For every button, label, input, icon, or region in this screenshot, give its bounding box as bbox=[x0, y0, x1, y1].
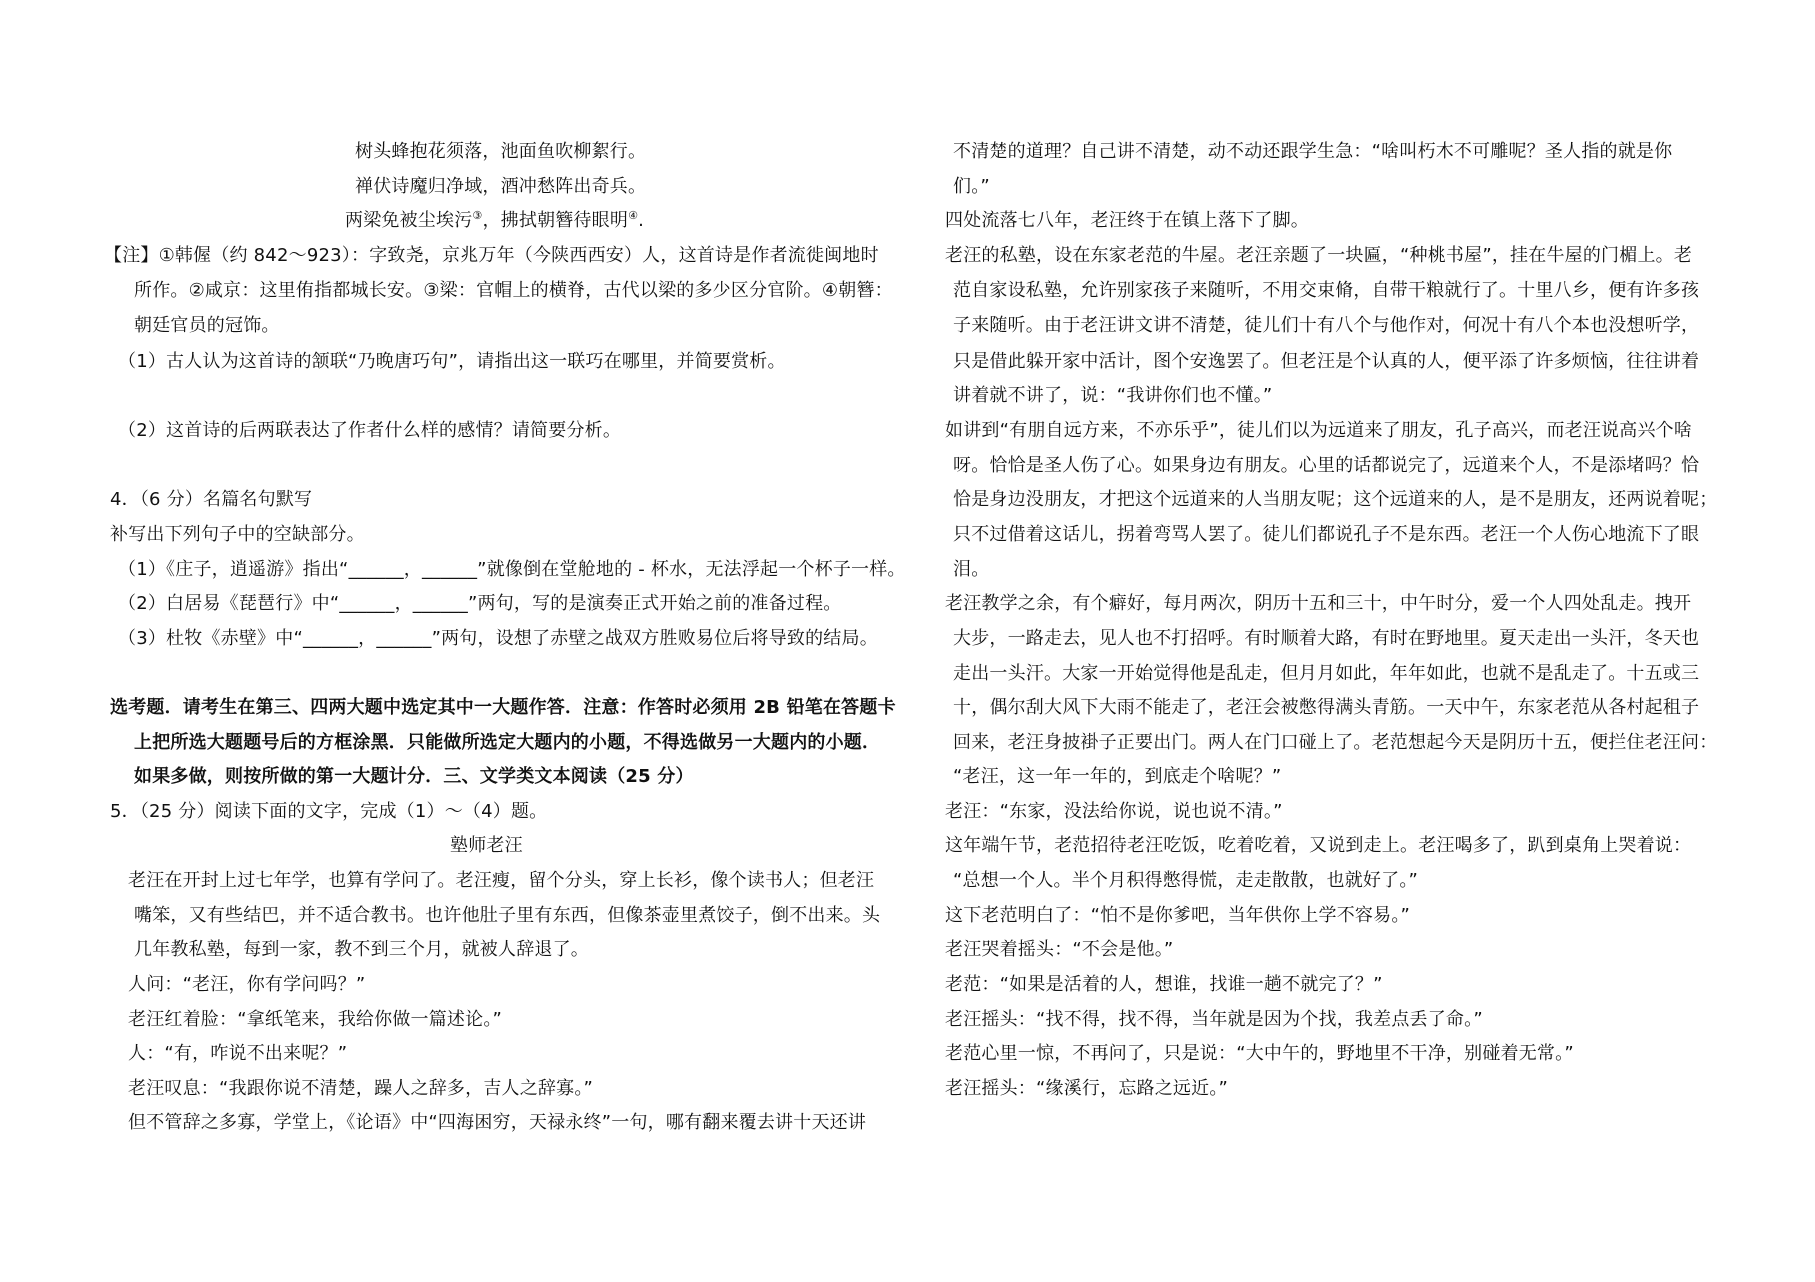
story-line: 如讲到“有朋自远方来，不亦乐乎”，徒儿们以为远道来了朋友，孔子高兴，而老汪说高兴个啥 bbox=[945, 420, 1693, 441]
story-line: “老汪，这一年一年的，到底走个啥呢？” bbox=[953, 766, 1282, 787]
poem-line-3-b: ，拂拭朝簪待眼明 bbox=[482, 210, 629, 231]
question-4-item-2: （2）白居易《琵琶行》中“______，______”两句，写的是演奏正式开始之前的准备过程。 bbox=[118, 593, 842, 614]
story-line: 老汪哭着摇头：“不会是他。” bbox=[945, 939, 1174, 960]
story-line: 老汪教学之余，有个癖好，每月两次，阴历十五和三十，中午时分，爱一个人四处乱走。拽开 bbox=[945, 593, 1692, 614]
story-line: 嘴笨，又有些结巴，并不适合教书。也许他肚子里有东西，但像茶壶里煮饺子，倒不出来。头 bbox=[134, 905, 881, 926]
story-line: 们。” bbox=[953, 176, 990, 197]
question-5-title: 5．（25 分）阅读下面的文字，完成（1）～（4）题。 bbox=[110, 801, 548, 822]
story-line: 老范：“如果是活着的人，想谁，找谁一趟不就完了？” bbox=[945, 974, 1383, 995]
story-line: 四处流落七八年，老汪终于在镇上落下了脚。 bbox=[945, 210, 1309, 231]
choice-instruction-1: 选考题．请考生在第三、四两大题中选定其中一大题作答．注意：作答时必须用 2B 铅笔在答题卡 bbox=[110, 697, 896, 718]
story-line: 老汪：“东家，没法给你说，说也说不清。” bbox=[945, 801, 1283, 822]
note-line-2: 所作。②咸京：这里侑指都城长安。③梁：官帽上的横脊，古代以梁的多少区分官阶。④朝簪： bbox=[134, 280, 893, 301]
story-line: 大步，一路走去，见人也不打招呼。有时顺着大路，有时在野地里。夏天走出一头汗，冬天也 bbox=[953, 628, 1700, 649]
choice-instruction-3: 如果多做，则按所做的第一大题计分．三、文学类文本阅读（25 分） bbox=[134, 766, 694, 787]
story-line: 老汪红着脸：“拿纸笔来，我给你做一篇述论。” bbox=[128, 1009, 503, 1030]
story-line: 老汪摇头：“找不得，找不得，当年就是因为个找，我差点丢了命。” bbox=[945, 1009, 1483, 1030]
poem-line-3-a: 两梁免被尘埃污 bbox=[345, 210, 473, 231]
story-line: 只是借此躲开家中活计，图个安逸罢了。但老汪是个认真的人，便平添了许多烦恼，往往讲着 bbox=[953, 351, 1700, 372]
story-title: 塾师老汪 bbox=[450, 835, 523, 856]
choice-instruction-2: 上把所选大题题号后的方框涂黑．只能做所选定大题内的小题，不得选做另一大题内的小题． bbox=[134, 732, 881, 753]
story-line: 只不过借着这话儿，拐着弯骂人罢了。徒儿们都说孔子不是东西。老汪一个人伤心地流下了眼 bbox=[953, 524, 1700, 545]
story-line: 范自家设私塾，允许别家孩子来随听，不用交束脩，自带干粮就行了。十里八乡，便有许多孩 bbox=[953, 280, 1700, 301]
question-4-item-1: （1）《庄子，逍遥游》指出“______，______”就像倒在堂舱地的 - 杯水，无法浮起一个杯子一样。 bbox=[118, 559, 906, 580]
story-line: 子来随听。由于老汪讲文讲不清楚，徒儿们十有八个与他作对，何况十有八个本也没想听学， bbox=[953, 315, 1700, 336]
poem-line-1: 树头蜂抱花须落，池面鱼吹柳絮行。 bbox=[355, 141, 647, 162]
story-line: 人：“有，咋说不出来呢？” bbox=[128, 1043, 348, 1064]
poem-end-dot: . bbox=[638, 210, 645, 231]
story-line: 这下老范明白了：“怕不是你爹吧，当年供你上学不容易。” bbox=[945, 905, 1411, 926]
story-line: 不清楚的道理？自己讲不清楚，动不动还跟学生急：“啥叫朽木不可雕呢？圣人指的就是你 bbox=[953, 141, 1673, 162]
poem-line-2: 禅伏诗魔归净域，酒冲愁阵出奇兵。 bbox=[355, 176, 647, 197]
story-line: 十，偶尔刮大风下大雨不能走了，老汪会被憋得满头青筋。一天中午，东家老范从各村起租子 bbox=[953, 697, 1700, 718]
story-line: 老汪叹息：“我跟你说不清楚，躁人之辞多，吉人之辞寡。” bbox=[128, 1078, 594, 1099]
footnote-marker: ③ bbox=[472, 209, 483, 222]
story-line: 人问：“老汪，你有学问吗？” bbox=[128, 974, 366, 995]
story-line: 呀。恰恰是圣人伤了心。如果身边有朋友。心里的话都说完了，远道来个人，不是添堵吗？恰 bbox=[953, 455, 1700, 476]
story-line: 泪。 bbox=[953, 559, 990, 580]
story-line: 这年端午节，老范招待老汪吃饭，吃着吃着，又说到走上。老汪喝多了，趴到桌角上哭着说： bbox=[945, 835, 1692, 856]
story-line: 讲着就不讲了，说：“我讲你们也不懂。” bbox=[953, 385, 1273, 406]
question-3-2: （2）这首诗的后两联表达了作者什么样的感情？请简要分析。 bbox=[118, 420, 622, 441]
story-line: 恰是身边没朋友，才把这个远道来的人当朋友呢；这个远道来的人，是不是朋友，还两说着呢； bbox=[953, 489, 1718, 510]
note-line-1: 【注】①韩偓（约 842～923）：字致尧，京兆万年（今陕西西安）人，这首诗是作者流徙闽地时 bbox=[104, 245, 879, 266]
question-4-instruction: 补写出下列句子中的空缺部分。 bbox=[110, 524, 365, 545]
question-4-title: 4．（6 分）名篇名句默写 bbox=[110, 489, 313, 510]
story-line: 走出一头汗。大家一开始觉得他是乱走，但月月如此，年年如此，也就不是乱走了。十五或三 bbox=[953, 663, 1700, 684]
story-line: 几年教私塾，每到一家，教不到三个月，就被人辞退了。 bbox=[134, 939, 589, 960]
story-line: 老汪在开封上过七年学，也算有学问了。老汪瘦，留个分头，穿上长衫，像个读书人；但老汪 bbox=[128, 870, 875, 891]
story-line: 老汪的私塾，设在东家老范的牛屋。老汪亲题了一块匾，“种桃书屋”，挂在牛屋的门楣上。老 bbox=[945, 245, 1693, 266]
story-line: 老汪摇头：“缘溪行，忘路之远近。” bbox=[945, 1078, 1229, 1099]
story-line: “总想一个人。半个月积得憋得慌，走走散散，也就好了。” bbox=[953, 870, 1419, 891]
story-line: 但不管辞之多寡，学堂上，《论语》中“四海困穷，天禄永终”一句，哪有翻来覆去讲十天还讲 bbox=[128, 1112, 867, 1133]
note-line-3: 朝廷官员的冠饰。 bbox=[134, 315, 280, 336]
story-line: 回来，老汪身披褂子正要出门。两人在门口碰上了。老范想起今天是阴历十五，便拦住老汪问： bbox=[953, 732, 1718, 753]
story-line: 老范心里一惊，不再问了，只是说：“大中午的，野地里不干净，别碰着无常。” bbox=[945, 1043, 1574, 1064]
footnote-marker: ④ bbox=[628, 209, 639, 222]
poem-line-3 bbox=[345, 209, 644, 233]
question-4-item-3: （3）杜牧《赤壁》中“______，______”两句，设想了赤壁之战双方胜败易位后将导致的结局。 bbox=[118, 628, 878, 649]
question-3-1: （1）古人认为这首诗的颔联“乃晚唐巧句”，请指出这一联巧在哪里，并简要赏析。 bbox=[118, 351, 786, 372]
